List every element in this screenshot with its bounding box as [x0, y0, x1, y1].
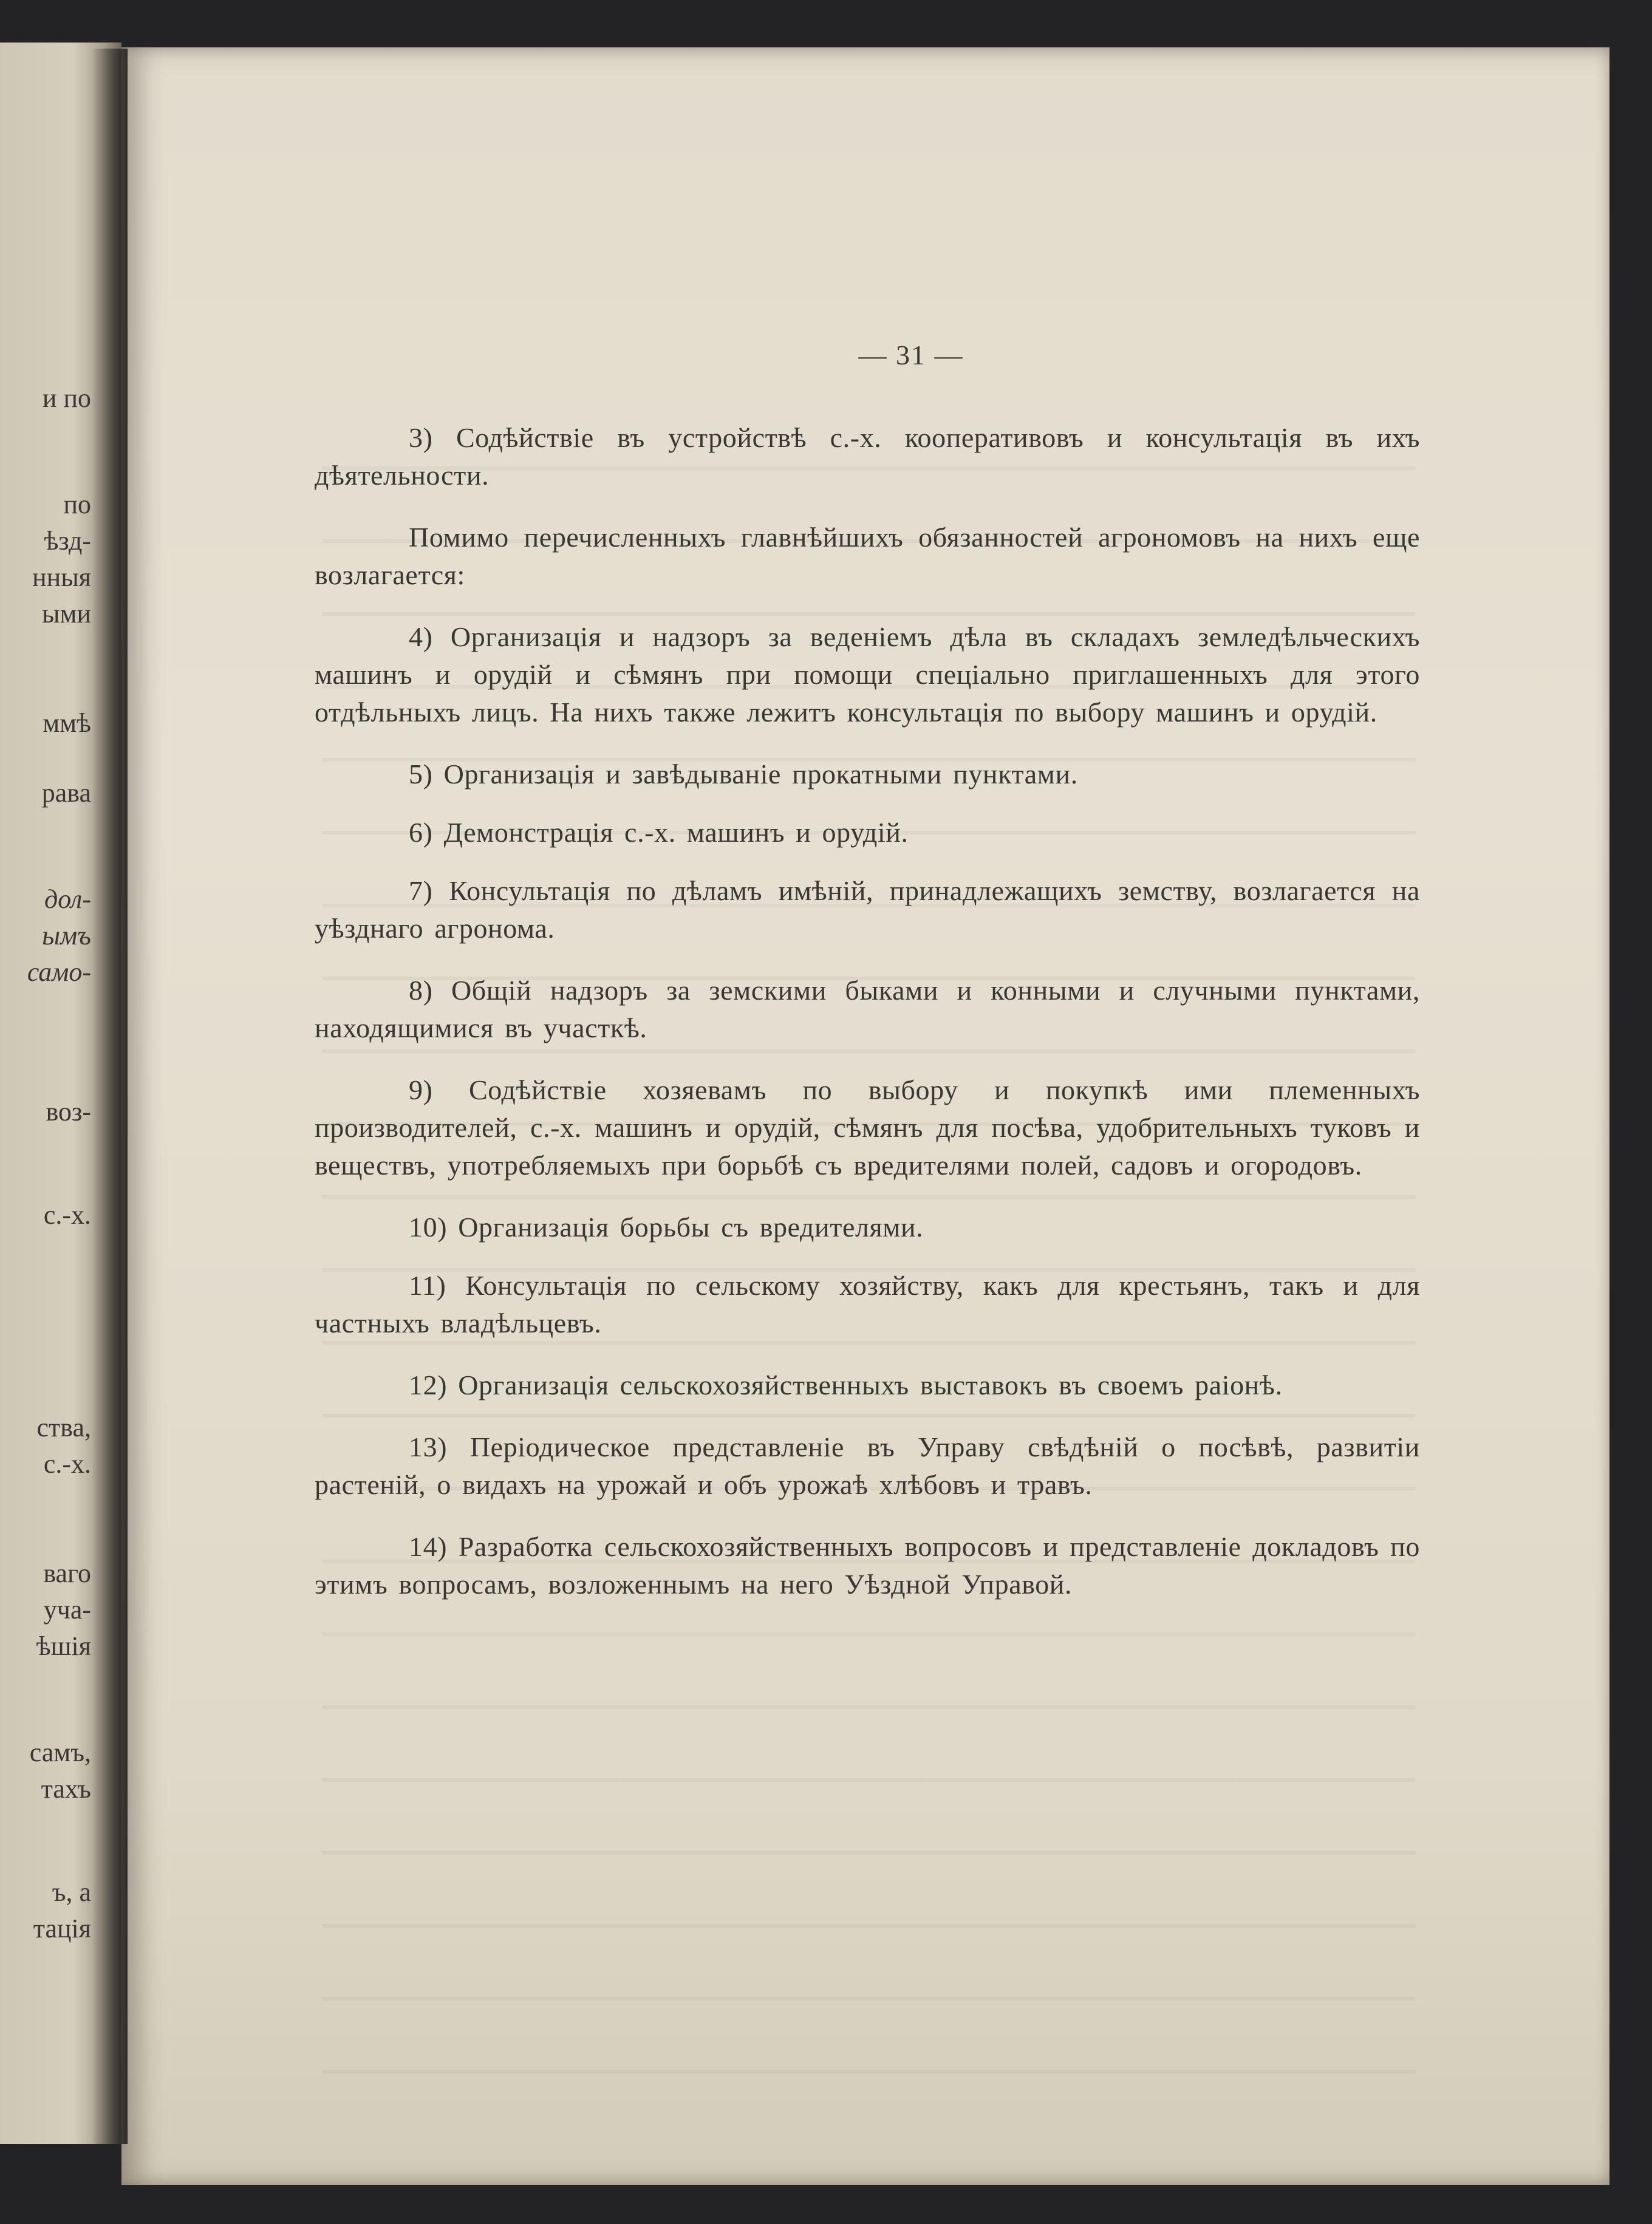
left-page-line: нныя: [32, 562, 91, 592]
left-page-line: рава: [41, 778, 91, 808]
left-page-line: ъ, а: [52, 1877, 91, 1907]
paragraph-item-7: 7) Консультація по дѣламъ имѣній, принадлежащихъ земству, возлагается на уѣзднаго агронома.: [315, 875, 1420, 944]
left-page-line: ыми: [42, 599, 91, 629]
paragraph-item-12: 12) Организація сельскохозяйственныхъ выставокъ въ своемъ раіонѣ.: [409, 1370, 1283, 1400]
left-page-line: и по: [42, 383, 91, 413]
paragraph-item-8: 8) Общій надзоръ за земскими быками и конными и случными пунктами, находящимися въ участкѣ.: [315, 975, 1420, 1043]
paragraph-item-6: 6) Демонстрація с.-х. машинъ и орудій.: [409, 817, 909, 848]
paragraph-item-4: 4) Организація и надзоръ за веденіемъ дѣла въ складахъ земледѣльческихъ машинъ и орудій и сѣмянъ при помощи спеціально приглашенныхъ для этого отдѣльныхъ лицъ. На нихъ также лежитъ консультація по выбору машинъ и орудій.: [315, 621, 1420, 728]
paragraph-item-11: 11) Консультація по сельскому хозяйству, какъ для крестьянъ, такъ и для частныхъ владѣльцевъ.: [315, 1270, 1420, 1339]
book-gutter: [91, 49, 128, 2144]
left-page-line: уча-: [43, 1595, 91, 1625]
left-page-line: ства,: [36, 1413, 91, 1442]
left-page-line: ѣшія: [36, 1631, 91, 1661]
document-page: [121, 47, 1609, 2185]
page-body: [315, 419, 1420, 1628]
paragraph-intro: Помимо перечисленныхъ главнѣйшихъ обязанностей агрономовъ на нихъ еще возлагается:: [315, 522, 1420, 590]
left-page-line: само-: [27, 957, 91, 987]
page-number: — 31 —: [858, 339, 964, 370]
left-page-line: с.-х.: [43, 1200, 91, 1230]
left-page-line: дол-: [44, 884, 91, 914]
paragraph-item-14: 14) Разработка сельскохозяйственныхъ вопросовъ и представленіе докладовъ по этимъ вопросамъ, возложеннымъ на него Уѣздной Управой.: [315, 1531, 1420, 1600]
left-page-line: ымъ: [42, 921, 91, 950]
left-page-line: по: [63, 489, 91, 519]
paragraph-item-13: 13) Періодическое представленіе въ Управу свѣдѣній о посѣвѣ, развитіи растеній, о видахъ на урожай и объ урожаѣ хлѣбовъ и травъ.: [315, 1431, 1420, 1500]
left-page-line: воз-: [46, 1097, 91, 1127]
paragraph-item-5: 5) Организація и завѣдываніе прокатными пунктами.: [409, 759, 1078, 790]
left-page-line: тація: [33, 1914, 91, 1943]
left-page-line: ваго: [43, 1558, 91, 1588]
left-page-line: ѣзд-: [44, 526, 91, 556]
left-page-line: ммѣ: [43, 708, 91, 738]
left-page-line: с.-х.: [43, 1449, 91, 1479]
paragraph-item-3: 3) Содѣйствіе въ устройствѣ с.-х. кооперативовъ и консультація въ ихъ дѣятельности.: [315, 422, 1420, 491]
left-page-line: тахъ: [41, 1774, 91, 1804]
paragraph-item-10: 10) Организація борьбы съ вредителями.: [409, 1212, 924, 1243]
paragraph-item-9: 9) Содѣйствіе хозяевамъ по выбору и покупкѣ ими племенныхъ производителей, с.-х. машинъ и орудій, сѣмянъ для посѣва, удобрительныхъ туковъ и веществъ, употребляемыхъ при борьбѣ съ вредителями полей, садовъ и огородовъ.: [315, 1074, 1420, 1181]
left-page-line: самъ,: [29, 1738, 91, 1767]
